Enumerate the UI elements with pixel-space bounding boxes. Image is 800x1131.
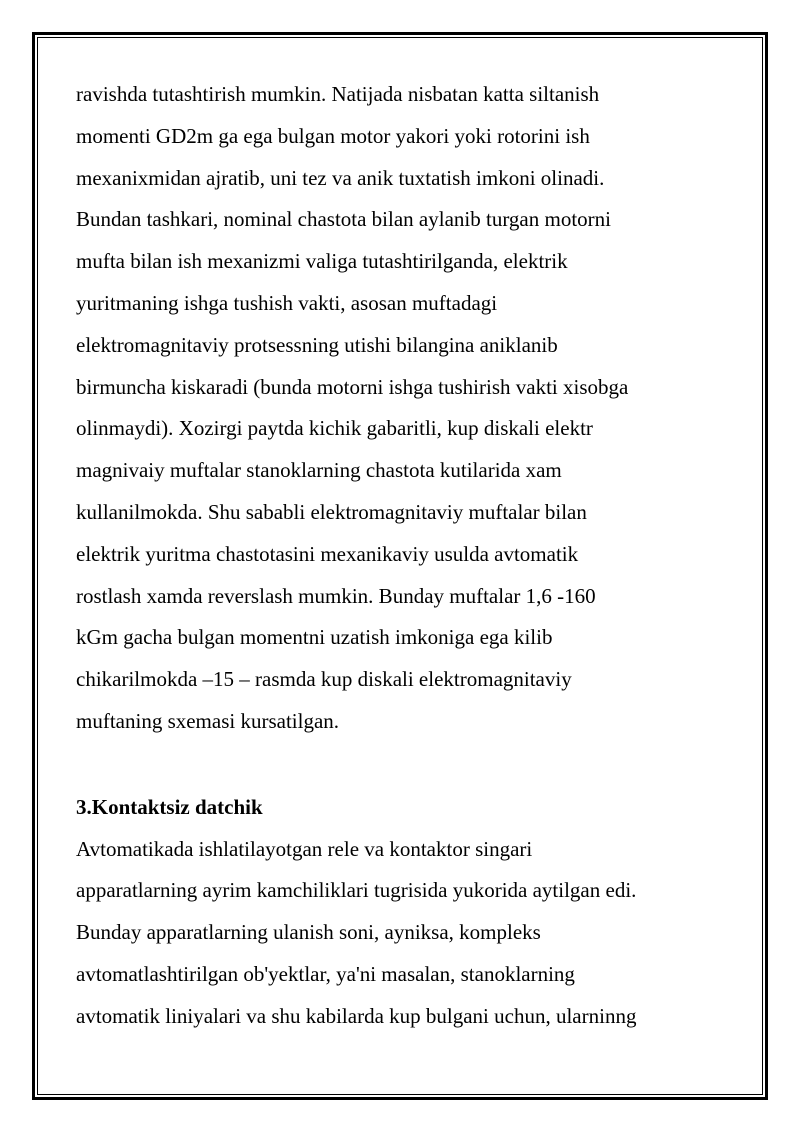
text-line: mexanixmidan ajratib, uni tez va anik tuxtatish imkoni olinadi.: [76, 165, 605, 190]
text-line: yuritmaning ishga tushish vakti, asosan muftadagi: [76, 290, 498, 315]
text-line: mufta bilan ish mexanizmi valiga tutashtirilganda, elektrik: [76, 249, 568, 274]
text-line: momenti GD2m ga ega bulgan motor yakori yoki rotorini ish: [76, 123, 590, 148]
text-line: apparatlarning ayrim kamchiliklari tugrisida yukorida aytilgan edi.: [76, 878, 637, 903]
text-line: elektromagnitaviy protsessning utishi bilangina aniklanib: [76, 332, 558, 357]
document-body: [76, 74, 736, 1038]
text-line: chikarilmokda –15 – rasmda kup diskali elektromagnitaviy: [76, 667, 572, 692]
text-line: kullanilmokda. Shu sababli elektromagnitaviy muftalar bilan: [76, 499, 587, 524]
text-line: avtomatlashtirilgan ob'yektlar, ya'ni masalan, stanoklarning: [76, 961, 575, 986]
section-heading: 3.Kontaktsiz datchik: [76, 794, 263, 819]
paragraph-1: [76, 74, 736, 743]
text-line: Bunday apparatlarning ulanish soni, ayniksa, kompleks: [76, 920, 541, 945]
text-line: rostlash xamda reverslash mumkin. Bunday muftalar 1,6 -160: [76, 583, 596, 608]
text-line: ravishda tutashtirish mumkin. Natijada nisbatan katta siltanish: [76, 82, 600, 106]
text-line: kGm gacha bulgan momentni uzatish imkoniga ega kilib: [76, 625, 553, 650]
text-line: muftaning sxemasi kursatilgan.: [76, 708, 340, 733]
text-line: Avtomatikada ishlatilayotgan rele va kontaktor singari: [76, 836, 533, 861]
text-line: magnivaiy muftalar stanoklarning chastota kutilarida xam: [76, 458, 562, 483]
text-line: olinmaydi). Xozirgi paytda kichik gabaritli, kup diskali elektr: [76, 416, 593, 441]
text-line: Bundan tashkari, nominal chastota bilan aylanib turgan motorni: [76, 207, 611, 232]
text-line: elektrik yuritma chastotasini mexanikaviy usulda avtomatik: [76, 541, 579, 566]
paragraph-2: [76, 829, 736, 1038]
paragraph-spacer: [76, 743, 736, 787]
text-line: avtomatik liniyalari va shu kabilarda kup bulgani uchun, ularninng: [76, 1003, 637, 1028]
text-line: birmuncha kiskaradi (bunda motorni ishga tushirish vakti xisobga: [76, 374, 629, 399]
